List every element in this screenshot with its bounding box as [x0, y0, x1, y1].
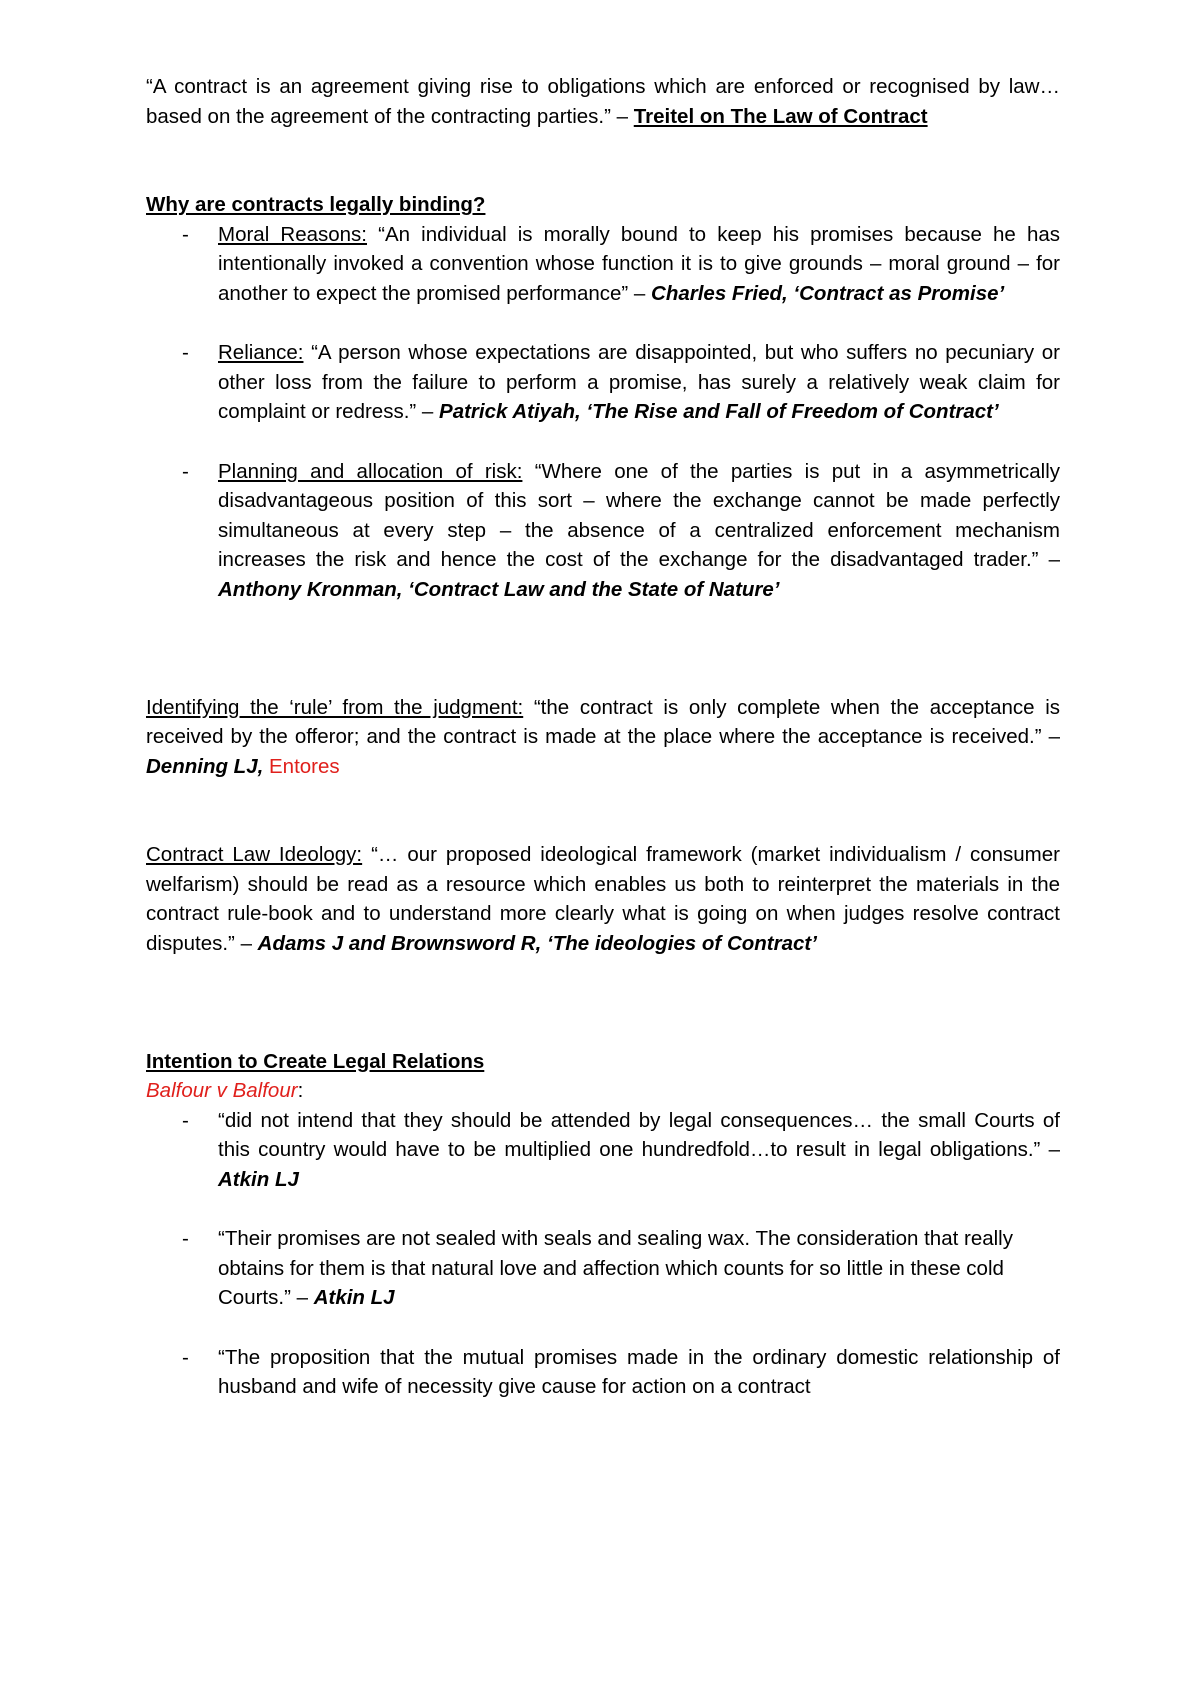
item-label: Moral Reasons:: [218, 222, 367, 246]
why-binding-list: [146, 220, 1060, 605]
ideology-source: Adams J and Brownsword R, ‘The ideologies of Contract’: [257, 932, 817, 956]
intro-source: Treitel on The Law of Contract: [633, 104, 928, 128]
item-quote: “Their promises are not sealed with seals and sealing wax. The consideration that really obtains for them is that natural love and affection which counts for so little in these cold Courts.” –: [218, 1227, 1013, 1310]
dash-bullet: -: [182, 222, 189, 246]
item-source: Anthony Kronman, ‘Contract Law and the State of Nature’: [218, 577, 780, 601]
dash-bullet: -: [182, 1345, 189, 1369]
document-body: [146, 72, 1060, 1402]
item-quote: “A person whose expectations are disappointed, but who suffers no pecuniary or other loss from the failure to perform a promise, has surely a relatively weak claim for complaint or redress.” –: [218, 341, 1060, 424]
list-item: [146, 338, 1060, 427]
intro-quote: “A contract is an agreement giving rise to obligations which are enforced or recognised by law… based on the agreement of the contracting parties.” –: [146, 75, 1060, 128]
identifying-rule-paragraph: [146, 693, 1060, 782]
ideology-quote: “… our proposed ideological framework (market individualism / consumer welfarism) should be read as a resource which enables us both to reinterpret the materials in the contract rule-book and to understand more clearly what is going on when judges resolve contract disputes.” –: [146, 843, 1060, 956]
item-quote: “An individual is morally bound to keep his promises because he has intentionally invoked a convention whose function it is to give grounds – moral ground – for another to expect the promised performance” –: [218, 222, 1061, 305]
why-binding-heading: Why are contracts legally binding?: [146, 193, 486, 217]
ideology-paragraph: [146, 840, 1060, 958]
item-quote: “Where one of the parties is put in a asymmetrically disadvantageous position of this sort – where the exchange cannot be made perfectly simultaneous at every step – the absence of a centralized enforcement mechanism increases the risk and hence the cost of the exchange for the disadvantaged trader.” –: [218, 459, 1060, 572]
intention-case: Balfour v Balfour: [146, 1079, 298, 1103]
list-item: [146, 457, 1060, 605]
dash-bullet: -: [182, 1108, 189, 1132]
dash-bullet: -: [182, 459, 189, 483]
identifying-rule-quote: “the contract is only complete when the acceptance is received by the offeror; and the contract is made at the place where the acceptance is received.” –: [146, 695, 1060, 749]
dash-bullet: -: [182, 341, 189, 365]
intro-paragraph: [146, 72, 1060, 131]
identifying-rule-case: Entores: [263, 754, 340, 778]
item-label: Planning and allocation of risk:: [218, 459, 523, 483]
dash-bullet: -: [182, 1227, 189, 1251]
list-item: [146, 220, 1060, 309]
intention-list: [146, 1106, 1060, 1402]
item-quote: “The proposition that the mutual promises made in the ordinary domestic relationship of husband and wife of necessity give cause for action on a contract: [218, 1345, 1060, 1399]
item-source: Atkin LJ: [218, 1168, 299, 1192]
item-source: Patrick Atiyah, ‘The Rise and Fall of Freedom of Contract’: [439, 400, 999, 424]
item-source: Atkin LJ: [313, 1286, 395, 1310]
item-quote: “did not intend that they should be attended by legal consequences… the small Courts of this country would have to be multiplied one hundredfold…to result in legal obligations.” –: [218, 1108, 1060, 1162]
item-source: Charles Fried, ‘Contract as Promise’: [651, 281, 1005, 305]
identifying-rule-source: Denning LJ,: [146, 754, 264, 778]
intention-case-suffix: :: [297, 1079, 304, 1103]
list-item: [146, 1343, 1060, 1402]
item-label: Reliance:: [218, 341, 304, 365]
list-item: [146, 1106, 1060, 1195]
ideology-label: Contract Law Ideology:: [146, 843, 363, 867]
intention-heading: Intention to Create Legal Relations: [146, 1049, 485, 1073]
list-item: [146, 1224, 1060, 1313]
identifying-rule-label: Identifying the ‘rule’ from the judgment:: [146, 695, 524, 719]
intention-case-line: [146, 1076, 1060, 1106]
